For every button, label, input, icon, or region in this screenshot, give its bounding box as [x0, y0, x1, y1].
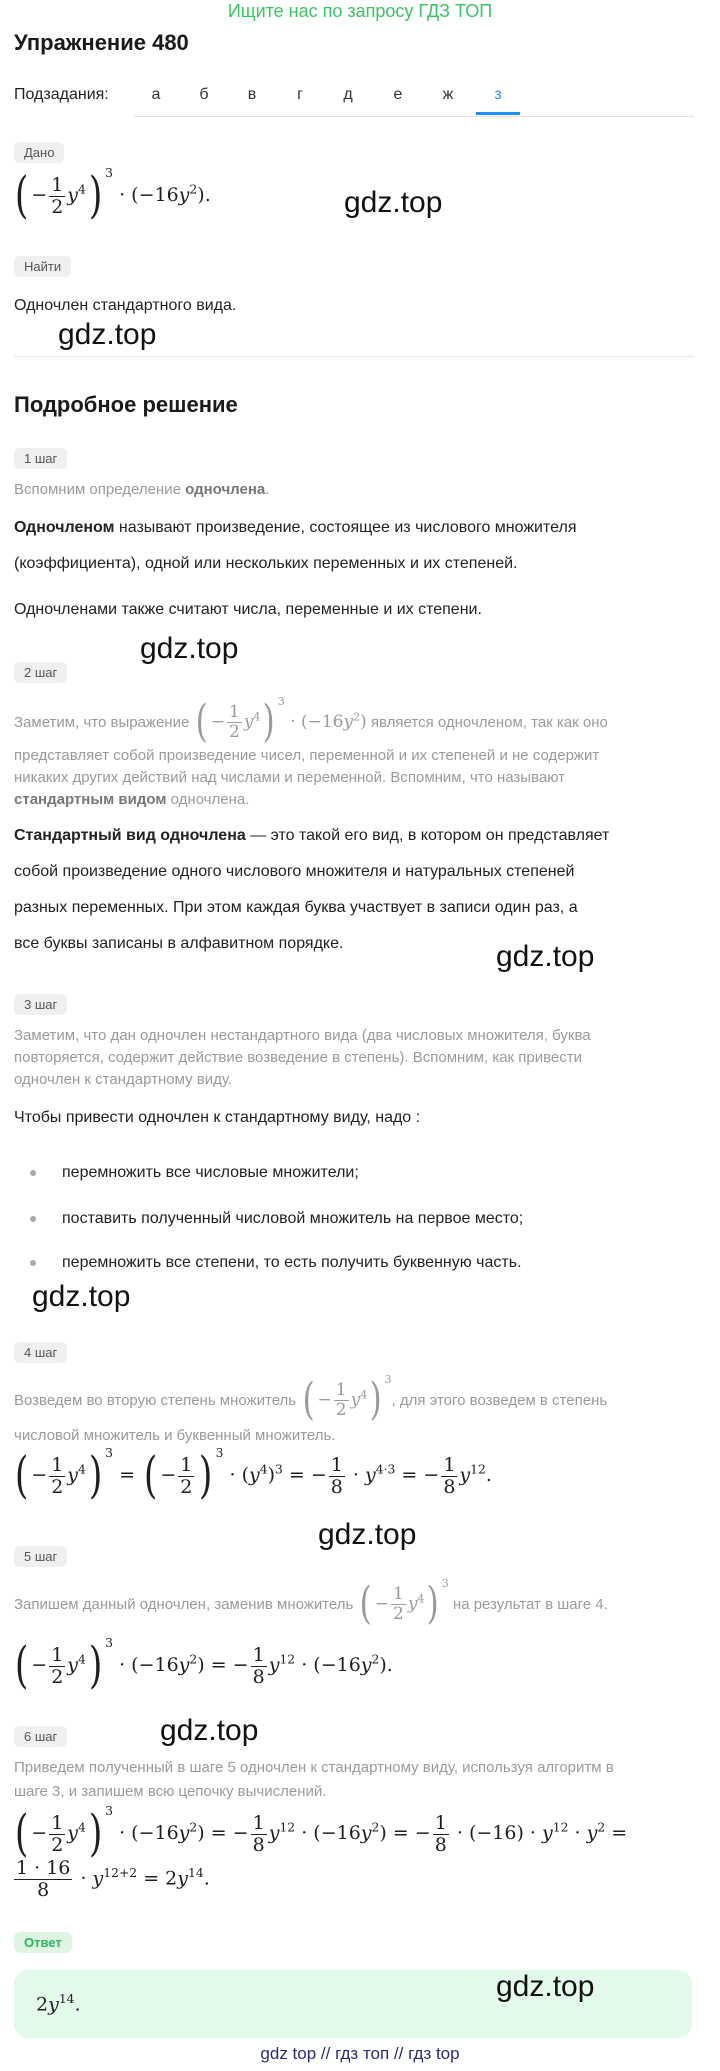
step-1-grey: Вспомним определение одночлена. — [14, 481, 270, 498]
tab-z-active[interactable]: з — [476, 86, 520, 115]
subtask-tabs — [134, 80, 694, 117]
list-item: перемножить все числовые множители; — [30, 1164, 359, 1182]
step-5-equation: ( − $\frac{1}{2}$ $y^4$) $^3 \cdot (-16y^2)$ = − $\frac{1}{8}$ $y^{12} \cdot (-16y^2)$. — [14, 1636, 393, 1695]
list-item: поставить полученный числовой множитель на первое место; — [30, 1210, 523, 1228]
step-4-equation: ( − $\frac{1}{2}$ $y^4$) $^3$ = ( − $\frac{1}{2}$ ) $^3 \cdot (y^4)^3$ = − $\frac{1}{8}$ · $y^{4\cdot 3}$ = − $\frac{1}{8}$ $y^{12}$. — [14, 1446, 492, 1505]
subtasks-label: Подзадания: — [14, 86, 109, 103]
step-2-grey-line1: Заметим, что выражение ( − $\frac{1}{2}$ $y^4$) $^3 \cdot (-16y^2)$ является одночленом, так как оно — [14, 695, 608, 748]
step-4-chip: 4 шаг — [14, 1342, 67, 1363]
given-chip: Дано — [14, 142, 64, 163]
step-4-grey-line1: Возведем во вторую степень множитель ( − $\frac{1}{2}$ $y^4$) $^3$, для этого возведем в степень — [14, 1373, 608, 1426]
step-1-definition: Одночленом называют произведение, состоящее из числового множителя (коэффициента), одной или нескольких переменных и их степеней. — [14, 519, 577, 572]
tab-v[interactable]: в — [247, 86, 257, 103]
watermark: gdz.top — [318, 1518, 417, 1551]
find-chip: Найти — [14, 256, 71, 277]
list-item: перемножить все степени, то есть получить буквенную часть. — [30, 1254, 522, 1272]
bullet-icon — [30, 1216, 36, 1222]
watermark: gdz.top — [160, 1714, 259, 1747]
step-2-grey-line3: никаких других действий над числами и переменной. Вспомним, что называют — [14, 769, 566, 786]
watermark: gdz.top — [344, 186, 443, 219]
page-title: Упражнение 480 — [14, 30, 189, 55]
step-3-instruction: Чтобы привести одночлен к стандартному виду, надо : — [14, 1109, 421, 1126]
step-2-grey-line2: представляет собой произведение чисел, переменной и их степеней и не содержит — [14, 747, 600, 764]
step-5-grey-line1: Запишем данный одночлен, заменив множитель ( − $\frac{1}{2}$ $y^4$) $^3$ на результат в шаге 4. — [14, 1577, 608, 1630]
step-3-grey-line3: одночлен к стандартному виду. — [14, 1071, 232, 1088]
answer-value: $2y^{14}$. — [36, 1992, 81, 2016]
tab-zh[interactable]: ж — [442, 86, 454, 103]
given-expression: ( − $\frac{1}{2}$ $y^4$) $^3 \cdot (-16y^2)$. — [14, 166, 211, 225]
step-6-equation-line2: $\frac{1 \cdot 16}{8}$ · $y^{12+2} = 2y^{14}$. — [16, 1857, 210, 1901]
step-3-grey-line1: Заметим, что дан одночлен нестандартного вида (два числовых множителя, буква — [14, 1027, 591, 1044]
tab-g[interactable]: г — [297, 86, 303, 103]
watermark: gdz.top — [496, 940, 595, 973]
watermark: gdz.top — [58, 318, 157, 351]
top-banner: Ищите нас по запросу ГДЗ ТОП — [227, 1, 493, 21]
step-1-note: Одночленами также считают числа, переменные и их степени. — [14, 601, 482, 618]
step-3-grey-line2: повторяется, содержит действие возведение в степень). Вспомним, как привести — [14, 1049, 583, 1066]
bullet-icon — [30, 1170, 36, 1176]
tab-b[interactable]: б — [199, 86, 209, 103]
step-6-grey-line1: Приведем полученный в шаге 5 одночлен к стандартному виду, используя алгоритм в — [14, 1759, 614, 1776]
find-text: Одночлен стандартного вида. — [14, 297, 237, 314]
step-4-grey-line2: числовой множитель и буквенный множитель. — [14, 1427, 336, 1444]
watermark: gdz.top — [496, 1970, 595, 2003]
solution-title: Подробное решение — [14, 392, 238, 417]
step-6-equation-line1: ( − $\frac{1}{2}$ $y^4$) $^3 \cdot (-16y^2)$ = − $\frac{1}{8}$ $y^{12} \cdot (-16y^2)$ = − $\frac{1}{8}$ · $(-16) \cdot y^{12} \cdot y^2$ = — [14, 1804, 628, 1863]
step-2-grey-line4: стандартным видом одночлена. — [14, 791, 250, 808]
step-3-chip: 3 шаг — [14, 994, 67, 1015]
step-6-chip: 6 шаг — [14, 1726, 67, 1747]
tab-e[interactable]: е — [393, 86, 403, 103]
step-2-chip: 2 шаг — [14, 662, 67, 683]
step-5-chip: 5 шаг — [14, 1546, 67, 1567]
divider — [14, 356, 694, 357]
watermark: gdz.top — [140, 632, 239, 665]
tab-d[interactable]: д — [343, 86, 353, 103]
watermark: gdz.top — [32, 1280, 131, 1313]
step-2-definition: Стандартный вид одночлена — это такой его вид, в котором он представляет собой произведение одного числового множителя и натуральных степеней разных переменных. При этом каждая буква участвует в записи один раз, а все буквы записаны в алфавитном порядке. — [14, 827, 610, 952]
step-6-grey-line2: шаге 3, и запишем всю цепочку вычислений. — [14, 1783, 327, 1800]
answer-chip: Ответ — [14, 1932, 72, 1953]
tab-a[interactable]: а — [151, 86, 161, 103]
step-1-chip: 1 шаг — [14, 448, 67, 469]
footer-links[interactable]: gdz top // гдз топ // гдз top — [260, 2044, 460, 2063]
bullet-icon — [30, 1260, 36, 1266]
